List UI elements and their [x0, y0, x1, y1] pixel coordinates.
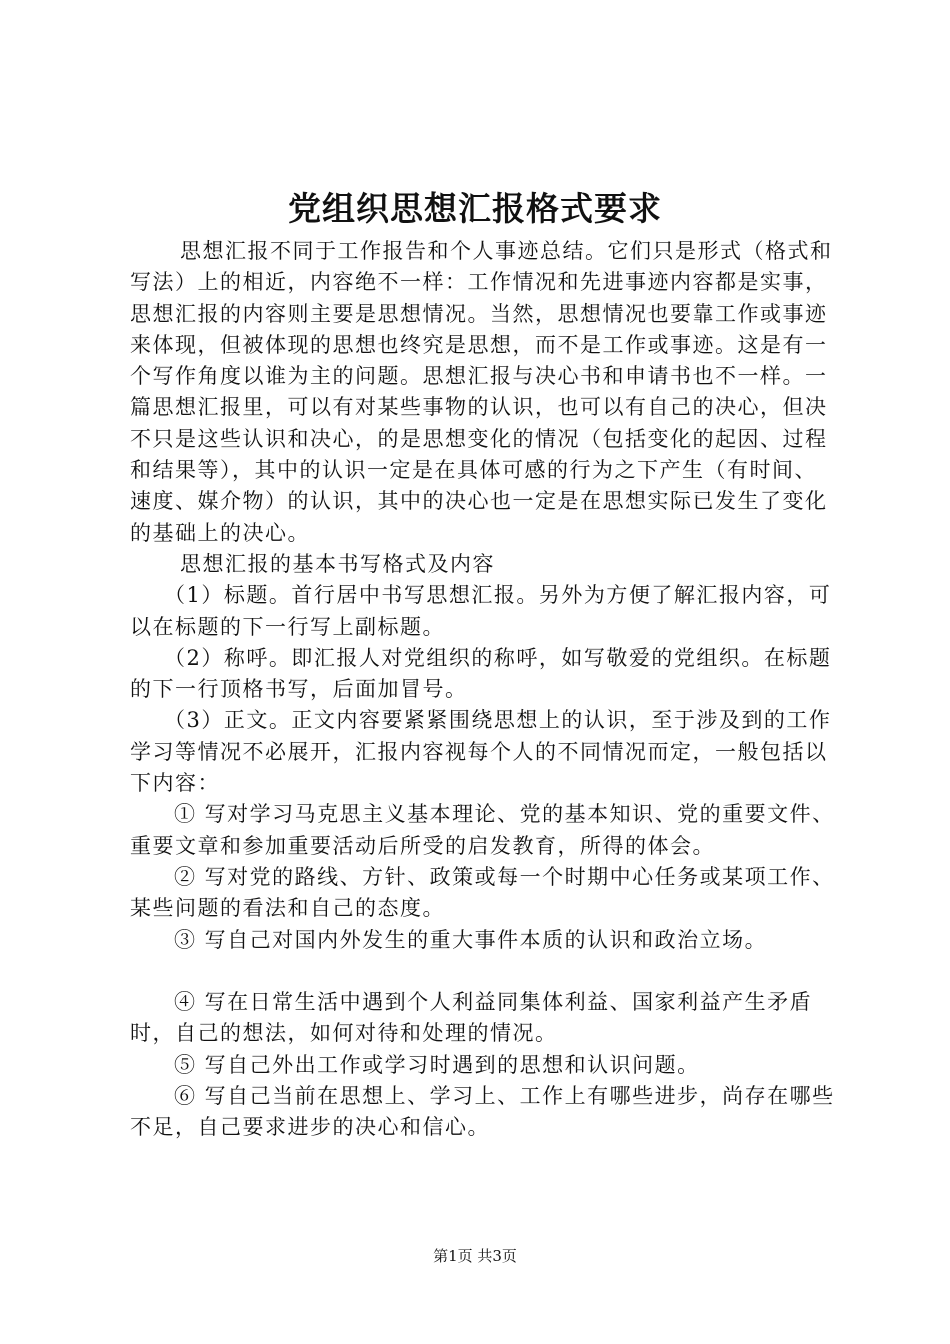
document-title: 党组织思想汇报格式要求: [288, 189, 662, 228]
item-body-paragraph: （3）正文。正文内容要紧紧围绕思想上的认识，至于涉及到的工作学习等情况不必展开，汇报内容视每个人的不同情况而定，一般包括以下内容：: [130, 708, 832, 796]
list-item-5: ⑤ 写自己外出工作或学习时遇到的思想和认识问题。: [174, 1052, 700, 1077]
blank-line: [130, 956, 835, 987]
list-item-1: ① 写对学习马克思主义基本理论、党的基本知识、党的重要文件、重要文章和参加重要活动后所受的启发教育，所得的体会。: [130, 802, 835, 858]
section-heading: 思想汇报的基本书写格式及内容: [180, 551, 495, 576]
item-title-paragraph: （1）标题。首行居中书写思想汇报。另外为方便了解汇报内容，可以在标题的下一行写上副标题。: [130, 583, 832, 639]
list-item-4: ④ 写在日常生活中遇到个人利益同集体利益、国家利益产生矛盾时，自己的想法，如何对待和处理的情况。: [130, 990, 813, 1046]
list-item-3: ③ 写自己对国内外发生的重大事件本质的认识和政治立场。: [174, 927, 768, 952]
page-footer: 第1页 共3页: [433, 1247, 517, 1265]
intro-paragraph: 思想汇报不同于工作报告和个人事迹总结。它们只是形式（格式和写法）上的相近，内容绝不一样：工作情况和先进事迹内容都是实事，思想汇报的内容则主要是思想情况。当然，思想情况也要靠工作或事迹来体现，但被体现的思想也终究是思想，而不是工作或事迹。这是有一个写作角度以谁为主的问题。思想汇报与决心书和申请书也不一样。一篇思想汇报里，可以有对某些事物的认识，也可以有自己的决心，但决不只是这些认识和决心，的是思想变化的情况（包括变化的起因、过程和结果等），其中的认识一定是在具体可感的行为之下产生（有时间、速度、媒介物）的认识，其中的决心也一定是在思想实际已发生了变化的基础上的决心。: [130, 239, 833, 545]
list-item-2: ② 写对党的路线、方针、政策或每一个时期中心任务或某项工作、某些问题的看法和自己的态度。: [130, 864, 835, 921]
document-body: [130, 236, 835, 1144]
item-salutation-paragraph: （2）称呼。即汇报人对党组织的称呼，如写敬爱的党组织。在标题的下一行顶格书写，后面加冒号。: [130, 645, 832, 702]
list-item-6: ⑥ 写自己当前在思想上、学习上、工作上有哪些进步，尚存在哪些不足，自己要求进步的决心和信心。: [130, 1084, 835, 1140]
